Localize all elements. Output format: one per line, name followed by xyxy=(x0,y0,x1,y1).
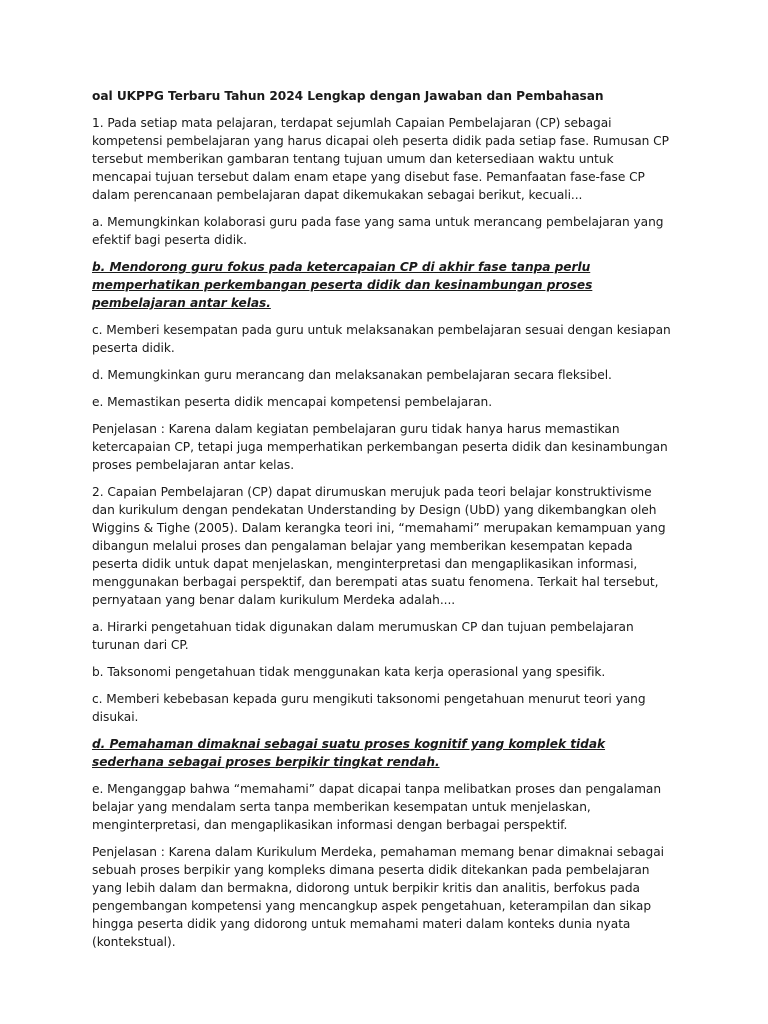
document-title: oal UKPPG Terbaru Tahun 2024 Lengkap dengan Jawaban dan Pembahasan xyxy=(92,89,604,103)
question-1-text: 1. Pada setiap mata pelajaran, terdapat sejumlah Capaian Pembelajaran (CP) sebagai kompetensi pembelajaran yang harus dicapai oleh peserta didik pada setiap fase. Rumusan CP tersebut memberikan gambaran tentang tujuan umum dan ketersediaan waktu untuk mencapai tujuan tersebut dalam enam etape yang disebut fase. Pemanfaatan fase-fase CP dalam perencanaan pembelajaran dapat dikemukakan sebagai berikut, kecuali... xyxy=(92,116,669,202)
question-2-option-d-answer: d. Pemahaman dimaknai sebagai suatu proses kognitif yang komplek tidak sederhana sebagai proses berpikir tingkat rendah. xyxy=(92,737,606,769)
question-2-option-c: c. Memberi kebebasan kepada guru mengikuti taksonomi pengetahuan menurut teori yang disukai. xyxy=(92,692,646,724)
question-1-option-c: c. Memberi kesempatan pada guru untuk melaksanakan pembelajaran sesuai dengan kesiapan peserta didik. xyxy=(92,323,671,355)
question-1-option-d: d. Memungkinkan guru merancang dan melaksanakan pembelajaran secara fleksibel. xyxy=(92,368,612,382)
question-1-option-a: a. Memungkinkan kolaborasi guru pada fase yang sama untuk merancang pembelajaran yang efektif bagi peserta didik. xyxy=(92,215,664,247)
question-2-explanation: Penjelasan : Karena dalam Kurikulum Merdeka, pemahaman memang benar dimaknai sebagai sebuah proses berpikir yang kompleks dimana peserta didik ditekankan pada pembelajaran yang lebih dalam dan bermakna, didorong untuk berpikir kritis dan analitis, berfokus pada pengembangan kompetensi yang mencangkup aspek pengetahuan, keterampilan dan sikap hingga peserta didik yang didorong untuk memahami materi dalam konteks dunia nyata (kontekstual). xyxy=(92,845,664,949)
question-2-option-e: e. Menganggap bahwa “memahami” dapat dicapai tanpa melibatkan proses dan pengalaman belajar yang mendalam serta tanpa memberikan kesempatan untuk menjelaskan, menginterpretasi, dan mengaplikasikan informasi dengan berbagai perspektif. xyxy=(92,782,662,832)
question-2-option-b: b. Taksonomi pengetahuan tidak menggunakan kata kerja operasional yang spesifik. xyxy=(92,665,606,679)
question-2-option-a: a. Hirarki pengetahuan tidak digunakan dalam merumuskan CP dan tujuan pembelajaran turunan dari CP. xyxy=(92,620,634,652)
question-1-option-b-answer: b. Mendorong guru fokus pada ketercapaian CP di akhir fase tanpa perlu memperhatikan perkembangan peserta didik dan kesinambungan proses pembelajaran antar kelas. xyxy=(92,260,593,310)
question-1-explanation: Penjelasan : Karena dalam kegiatan pembelajaran guru tidak hanya harus memastikan ketercapaian CP, tetapi juga memperhatikan perkembangan peserta didik dan kesinambungan proses pembelajaran antar kelas. xyxy=(92,422,668,472)
question-2-text: 2. Capaian Pembelajaran (CP) dapat dirumuskan merujuk pada teori belajar konstruktivisme dan kurikulum dengan pendekatan Understanding by Design (UbD) yang dikembangkan oleh Wiggins & Tighe (2005). Dalam kerangka teori ini, “memahami” merupakan kemampuan yang dibangun melalui proses dan pengalaman belajar yang memberikan kesempatan kepada peserta didik untuk dapat menjelaskan, menginterpretasi dan mengaplikasikan informasi, menggunakan berbagai perspektif, dan berempati atas suatu fenomena. Terkait hal tersebut, pernyataan yang benar dalam kurikulum Merdeka adalah.... xyxy=(92,485,666,607)
question-1-option-e: e. Memastikan peserta didik mencapai kompetensi pembelajaran. xyxy=(92,395,493,409)
document-page xyxy=(92,87,676,960)
